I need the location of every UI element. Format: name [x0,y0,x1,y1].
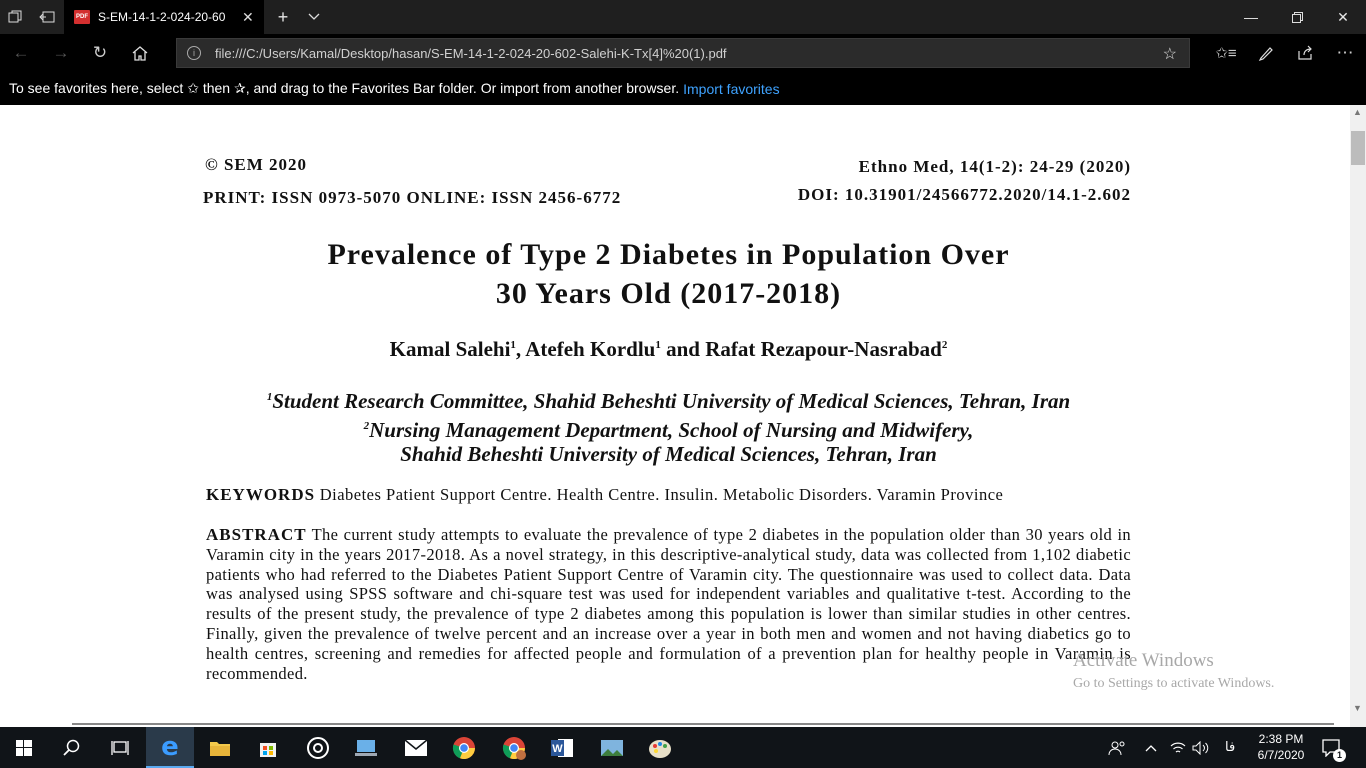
vertical-scrollbar[interactable] [1350,105,1366,727]
favorites-bar [0,72,1366,105]
favorites-hub-icon[interactable]: ✩≡ [1215,45,1237,62]
title-line-1: Prevalence of Type 2 Diabetes in Population Over [327,238,1010,271]
clock[interactable] [1252,731,1310,763]
scroll-down-icon[interactable]: ▼ [1353,703,1362,713]
edge-browser-icon[interactable]: e [146,727,194,768]
navigation-bar [0,34,1366,72]
minimize-icon[interactable]: — [1244,9,1258,25]
computer-app-icon[interactable] [342,727,390,768]
title-line-2: 30 Years Old (2017-2018) [495,277,842,310]
image-viewer-icon[interactable] [588,727,636,768]
restore-icon[interactable] [1274,0,1320,34]
tab-actions-icon[interactable] [4,6,26,28]
affiliation-mark: 2 [363,419,370,432]
clock-date: 6/7/2020 [1257,748,1305,762]
new-tab-icon[interactable]: + [277,6,289,27]
abstract-text: The current study attempts to evaluate the prevalence of type 2 diabetes in the population older than 30 years old in Varamin city in the years 2017-2018. As a novel strategy, in this descriptive-analytical study, data was collected from 1,102 diabetic patients who had referred to the Diabetes Patient Support Centre of Varamin city. The questionnaire was used to collect data. Data was analysed using SPSS software and chi-square test was used for independent variables and qualitative t-test. According to the results of the present study, the prevalence of type 2 diabetes among this population is lower than similar studies in other centres. Finally, given the prevalence of twelve percent and an increase over a year in both men and women and not having diabetics go to health centres, screening and remedies for affected people and formulation of a prevention plan for healthy people in Varamin is recommended. [206,525,1131,683]
taskbar [0,727,1366,768]
back-arrow-icon[interactable]: ← [12,43,30,62]
tab-title: S-EM-14-1-2-024-20-60 [98,10,226,24]
favorites-message: To see favorites here, select ✩ then ✰, and drag to the Favorites Bar folder. Or import from another browser. [9,80,680,96]
affiliation-2-text: Nursing Management Department, School of Nursing and Midwifery, [369,417,974,442]
site-info-icon[interactable]: i [187,46,201,60]
clock-time: 2:38 PM [1258,732,1304,746]
author-name: Atefeh Kordlu [525,337,656,361]
forward-arrow-icon[interactable]: → [52,43,70,62]
paper-title [206,235,1131,313]
pdf-viewer[interactable] [0,105,1366,727]
notification-center-icon[interactable] [1322,727,1342,768]
home-icon[interactable] [127,41,153,65]
store-icon[interactable] [244,727,292,768]
close-tab-icon[interactable]: ✕ [242,8,254,25]
authors [206,337,1131,362]
watermark-subtitle: Go to Settings to activate Windows. [1073,676,1275,691]
windows-start-icon[interactable] [0,727,48,768]
affiliation-2 [206,414,1131,443]
keywords [206,485,1131,505]
doi: DOI: 10.31901/24566772.2020/14.1-2.602 [797,185,1131,204]
url-text[interactable]: file:///C:/Users/Kamal/Desktop/hasan/S-EM-14-1-2-024-20-602-Salehi-K-Tx[4]%20(1).pdf [215,45,727,61]
tab-list-chevron-down-icon[interactable] [303,6,325,28]
address-bar[interactable] [176,38,1190,68]
author-affiliation-mark: 2 [941,339,948,351]
author-affiliation-mark: 1 [510,339,516,351]
scroll-thumb[interactable] [1351,131,1365,165]
refresh-icon[interactable]: ↻ [92,43,108,62]
pdf-file-icon: PDF [74,10,90,24]
abstract [206,525,1131,683]
journal-citation: Ethno Med, 14(1-2): 24-29 (2020) [858,157,1131,176]
people-icon[interactable] [1108,727,1126,768]
author-affiliation-mark: 1 [655,339,661,351]
affiliation-1 [206,385,1131,414]
tabs-aside-icon[interactable] [36,6,58,28]
chrome-icon[interactable] [440,727,488,768]
author-separator: , [515,337,526,361]
chrome-profile-icon[interactable] [490,727,538,768]
author-name: Rafat Rezapour-Nasrabad [705,337,942,361]
web-note-pen-icon[interactable] [1253,41,1279,65]
scroll-up-icon[interactable]: ▲ [1353,107,1362,117]
keywords-text: Diabetes Patient Support Centre. Health Centre. Insulin. Metabolic Disorders. Varamin Province [319,485,1004,504]
tab-active[interactable] [64,0,264,34]
title-bar [0,0,1366,34]
notification-count-badge: 1 [1333,749,1346,762]
author-name: Kamal Salehi [389,337,511,361]
paint-icon[interactable] [636,727,684,768]
page-divider [72,723,1334,725]
add-favorite-star-icon[interactable]: ☆ [1162,46,1177,63]
file-explorer-icon[interactable] [196,727,244,768]
copyright: © SEM 2020 [205,155,308,174]
media-app-icon[interactable] [294,727,342,768]
language-indicator[interactable]: فا [1225,740,1236,755]
author-separator: and [660,337,706,361]
activate-windows-watermark [1073,650,1274,692]
keywords-label: KEYWORDS [206,485,316,504]
share-icon[interactable] [1292,41,1318,65]
word-icon[interactable] [538,727,586,768]
abstract-label: ABSTRACT [206,525,307,544]
chevron-up-icon[interactable] [1145,727,1157,768]
volume-icon[interactable] [1192,727,1210,768]
affiliation-2-cont: Shahid Beheshti University of Medical Sciences, Tehran, Iran [400,442,937,466]
affiliation-1-text: Student Research Committee, Shahid Beheshti University of Medical Sciences, Tehran, Iran [272,389,1071,413]
svg-text:W: W [552,742,563,755]
import-favorites-link[interactable]: Import favorites [683,80,780,97]
affiliation-mark: 1 [266,391,273,403]
wifi-icon[interactable] [1170,727,1186,768]
affiliations [206,385,1131,467]
close-window-icon[interactable]: ✕ [1337,8,1349,25]
task-view-icon[interactable] [96,727,144,768]
watermark-title: Activate Windows [1073,650,1214,671]
issn: PRINT: ISSN 0973-5070 ONLINE: ISSN 2456-6772 [203,188,622,207]
search-icon[interactable] [48,727,96,768]
mail-icon[interactable] [392,727,440,768]
more-options-icon[interactable]: ⋯ [1336,43,1354,62]
